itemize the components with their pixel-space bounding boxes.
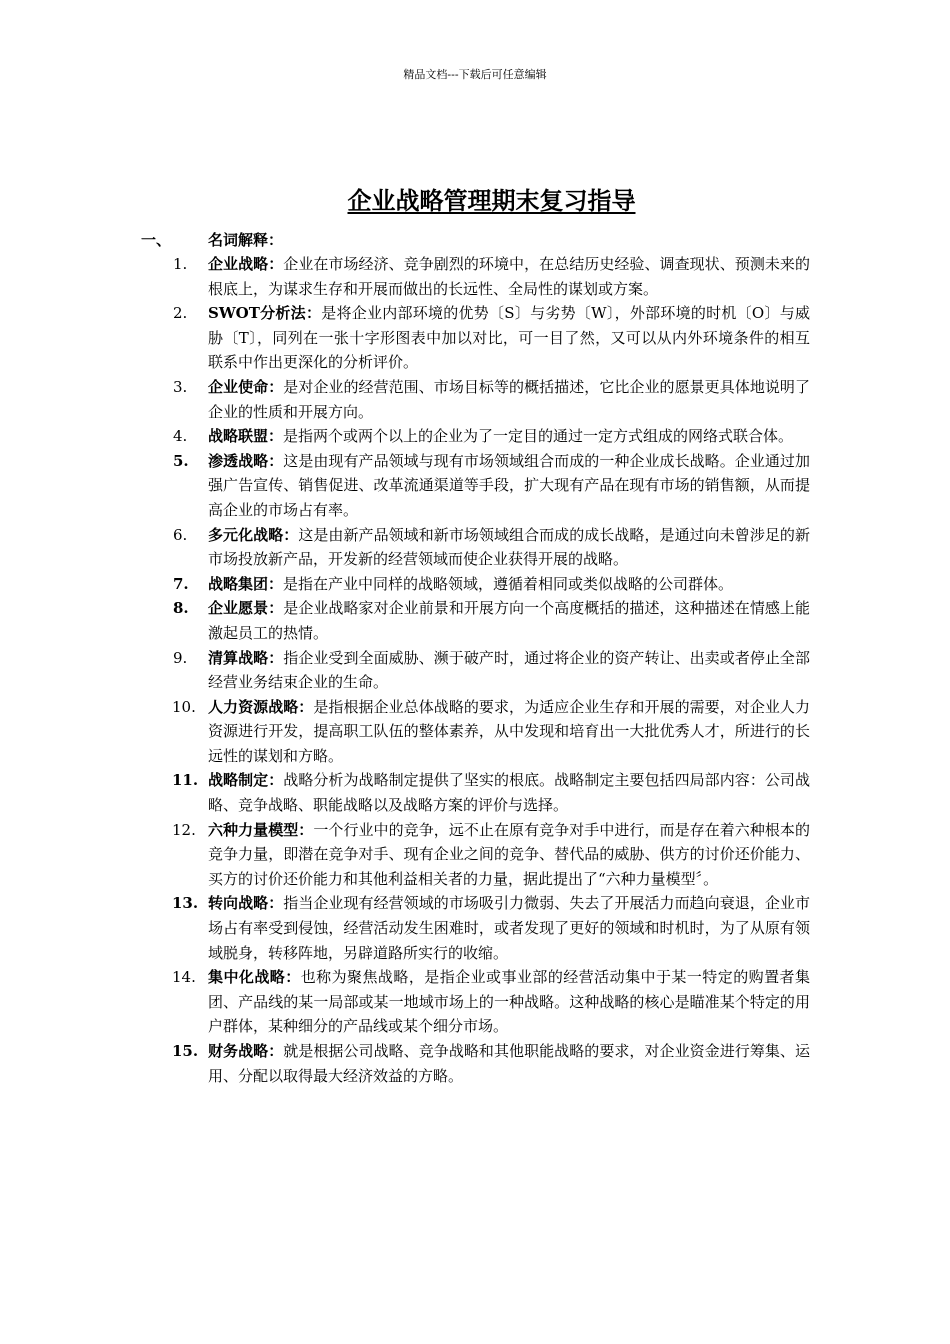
section-heading bbox=[0, 228, 950, 252]
term-definition: 是将企业内部环境的优势〔S〕与劣势〔W〕，外部环境的时机〔O〕与威胁〔T〕，同列在一张十字形图表中加以对比，可一目了然，又可以从内外环境条件的相互联系中作出更深化的分析评价。 bbox=[208, 304, 810, 372]
term-item bbox=[0, 424, 810, 449]
term-definition: 指当企业现有经营领域的市场吸引力微弱、失去了开展活力而趋向衰退，企业市场占有率受到侵蚀，经营活动发生困难时，或者发现了更好的领域和时机时，为了从原有领域脱身，转移阵地，另辟道路所实行的收缩。 bbox=[208, 894, 810, 962]
term-number: 15. bbox=[172, 1042, 199, 1060]
term-number: 14. bbox=[172, 968, 196, 987]
document-title: 企业战略管理期末复习指导 bbox=[347, 186, 636, 215]
term-item bbox=[0, 449, 810, 523]
term-item bbox=[0, 768, 810, 817]
term-item bbox=[0, 523, 810, 572]
term-number: 13. bbox=[172, 894, 199, 913]
term-number: 2. bbox=[173, 304, 188, 323]
term-number: 11. bbox=[172, 771, 199, 790]
term-name: 转向战略： bbox=[208, 894, 284, 913]
term-name: 多元化战略： bbox=[208, 525, 299, 544]
term-definition: 指企业受到全面威胁、濒于破产时，通过将企业的资产转让、出卖或者停止全部经营业务结束企业的生命。 bbox=[208, 648, 810, 692]
term-definition: 就是根据公司战略、竞争战略和其他职能战略的要求，对企业资金进行筹集、运用、分配以取得最大经济效益的方略。 bbox=[208, 1042, 810, 1085]
term-number: 6. bbox=[173, 525, 188, 544]
term-number: 10. bbox=[172, 697, 196, 716]
term-item bbox=[0, 252, 810, 301]
term-definition: 是企业战略家对企业前景和开展方向一个高度概括的描述，这种描述在情感上能激起员工的热情。 bbox=[208, 599, 810, 642]
term-number: 7. bbox=[173, 574, 189, 593]
term-name: 财务战略： bbox=[208, 1042, 284, 1060]
term-item bbox=[0, 1039, 810, 1088]
term-item bbox=[0, 301, 810, 375]
term-definition: 是对企业的经营范围、市场目标等的概括描述，它比企业的愿景更具体地说明了企业的性质和开展方向。 bbox=[208, 377, 810, 421]
term-definition: 是指在产业中同样的战略领域，遵循着相同或类似战略的公司群体。 bbox=[283, 574, 734, 593]
term-item bbox=[0, 646, 810, 695]
term-name: 渗透战略： bbox=[208, 451, 284, 470]
term-definition: 企业在市场经济、竞争剧烈的环境中，在总结历史经验、调查现状、预测未来的根底上，为谋求生存和开展而做出的长远性、全局性的谋划或方案。 bbox=[208, 255, 810, 298]
term-definition: 也称为聚焦战略，是指企业或事业部的经营活动集中于某一特定的购置者集团、产品线的某一局部或某一地域市场上的一种战略。这种战略的核心是瞄准某个特定的用户群体，某种细分的产品线或某个细分市场。 bbox=[208, 968, 810, 1036]
term-number: 1. bbox=[173, 255, 188, 273]
term-number: 3. bbox=[173, 377, 188, 396]
term-item bbox=[0, 965, 810, 1039]
term-definition: 这是由现有产品领域与现有市场领域组合而成的一种企业成长战略。企业通过加强广告宣传、销售促进、改革流通渠道等手段，扩大现有产品在现有市场的销售额，从而提高企业的市场占有率。 bbox=[208, 451, 810, 519]
term-item bbox=[0, 695, 810, 769]
term-definition: 是指根据企业总体战略的要求，为适应企业生存和开展的需要，对企业人力资源进行开发，提高职工队伍的整体素养，从中发现和培育出一大批优秀人才，所进行的长远性的谋划和方略。 bbox=[208, 697, 810, 765]
page-header: 精品文档---下载后可任意编辑 bbox=[403, 68, 547, 81]
term-name: 企业战略： bbox=[208, 255, 284, 273]
term-name: 战略集团： bbox=[208, 574, 284, 593]
term-number: 5. bbox=[173, 451, 189, 470]
term-definition: 一个行业中的竞争，远不止在原有竞争对手中进行，而是存在着六种根本的竞争力量，即潜在竞争对手、现有企业之间的竞争、替代品的威胁、供方的讨价还价能力、买方的讨价还价能力和其他利益相关者的力量，据此提出了“六种力量模型〞。 bbox=[208, 820, 810, 888]
term-number: 8. bbox=[173, 599, 189, 618]
term-name: 战略制定： bbox=[208, 771, 284, 790]
section-title: 名词解释： bbox=[208, 231, 284, 249]
term-item bbox=[0, 596, 810, 645]
term-name: 企业使命： bbox=[208, 377, 284, 396]
term-name: 清算战略： bbox=[208, 648, 284, 667]
term-item bbox=[0, 818, 810, 892]
term-name: SWOT分析法： bbox=[208, 304, 322, 323]
term-definition: 战略分析为战略制定提供了坚实的根底。战略制定主要包括四局部内容：公司战略、竞争战略、职能战略以及战略方案的评价与选择。 bbox=[208, 771, 810, 815]
term-item bbox=[0, 572, 810, 597]
term-definition: 是指两个或两个以上的企业为了一定目的通过一定方式组成的网络式联合体。 bbox=[283, 427, 794, 446]
term-item bbox=[0, 375, 810, 424]
term-number: 4. bbox=[173, 427, 188, 446]
term-name: 企业愿景： bbox=[208, 599, 284, 618]
term-item bbox=[0, 891, 810, 965]
term-number: 12. bbox=[172, 820, 196, 839]
term-definition: 这是由新产品领域和新市场领域组合而成的成长战略，是通过向未曾涉足的新市场投放新产品，开发新的经营领域而使企业获得开展的战略。 bbox=[208, 525, 810, 569]
section-number: 一、 bbox=[141, 231, 172, 249]
term-name: 六种力量模型： bbox=[208, 820, 314, 839]
term-name: 战略联盟： bbox=[208, 427, 284, 446]
term-list bbox=[0, 252, 950, 1088]
term-name: 集中化战略： bbox=[208, 968, 301, 987]
term-name: 人力资源战略： bbox=[208, 697, 314, 716]
term-number: 9. bbox=[173, 648, 188, 667]
